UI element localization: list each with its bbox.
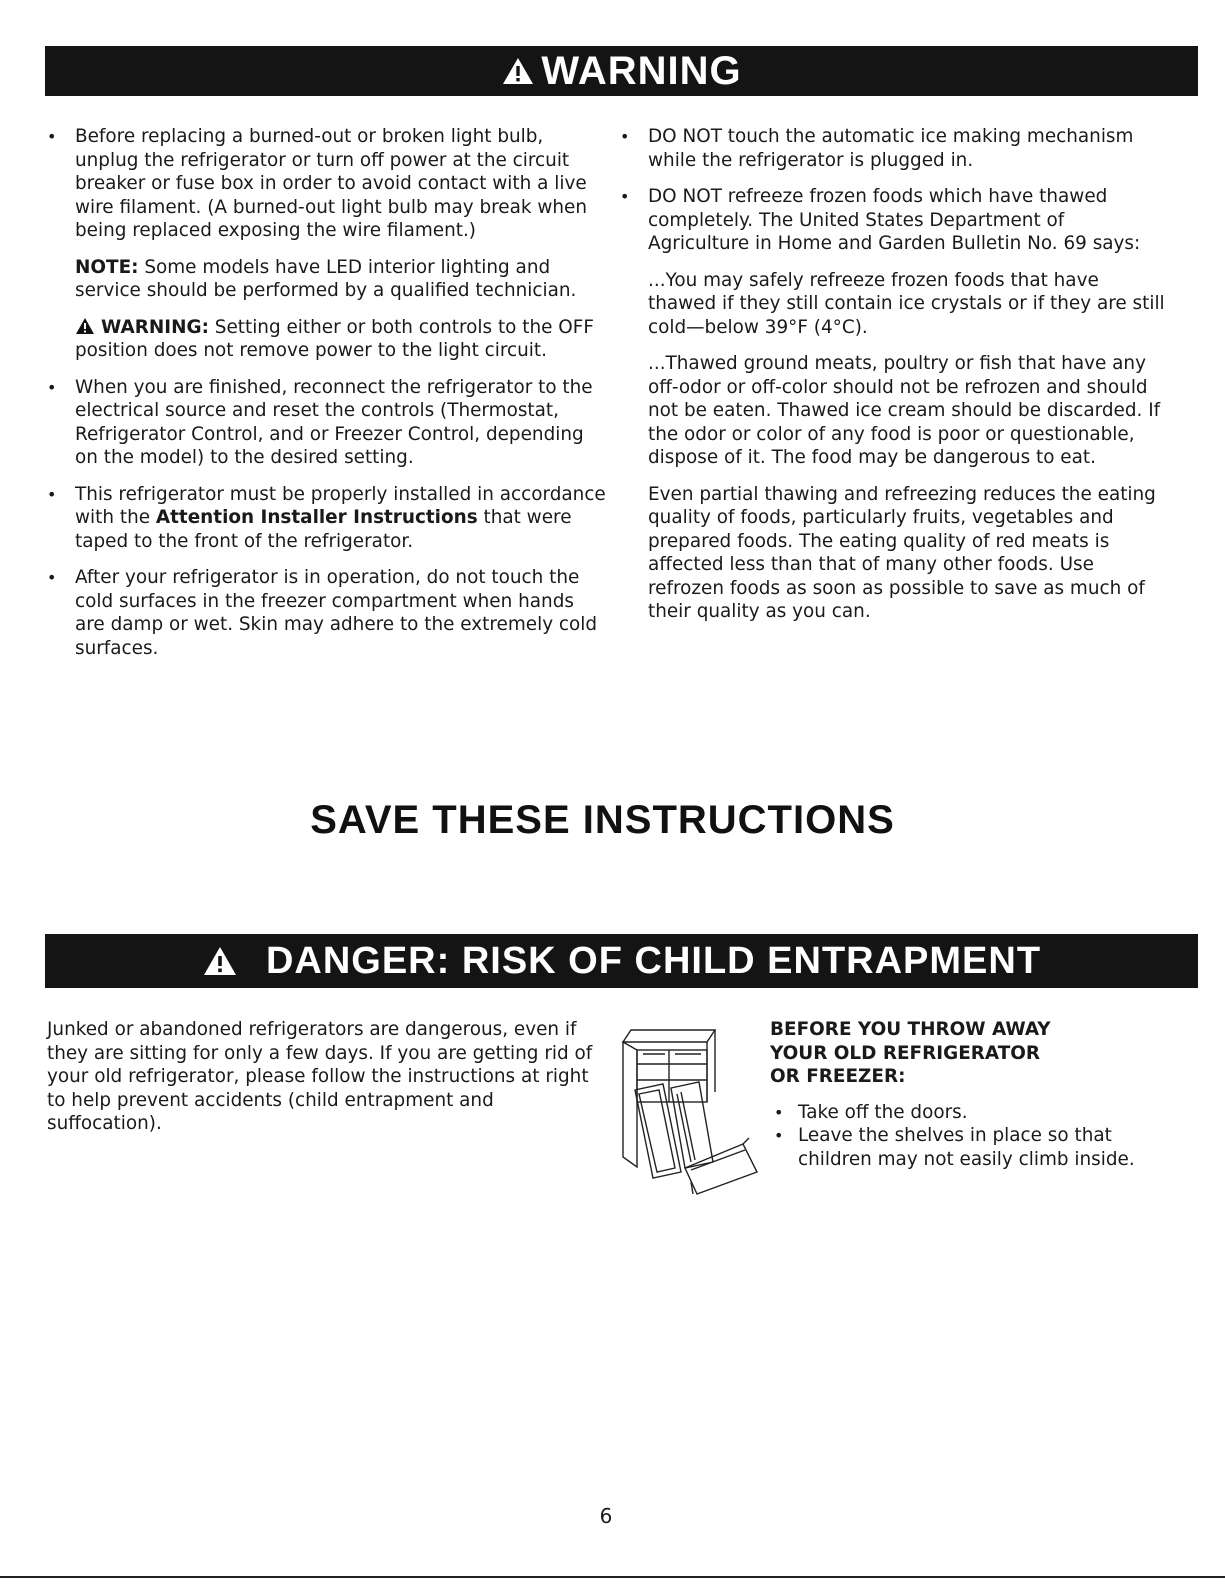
inline-warning-paragraph	[47, 316, 607, 363]
warning-banner	[45, 46, 1198, 96]
page-number: 6	[599, 1504, 613, 1528]
refrigerator-illustration	[617, 1022, 762, 1197]
danger-banner-title: DANGER: RISK OF CHILD ENTRAPMENT	[265, 939, 1042, 982]
danger-banner	[45, 934, 1198, 988]
note-text: Some models have LED interior lighting and service should be performed by a qualified technician.	[75, 256, 577, 301]
list-item-text: that were taped to the front of the refrigerator.	[75, 507, 572, 552]
disposal-heading-line: BEFORE YOU THROW AWAY	[770, 1019, 1051, 1040]
list-item-text: This refrigerator must be properly installed in accordance with the	[75, 483, 606, 528]
warning-left-column	[47, 125, 607, 673]
usda-quote-1: ...You may safely refreeze frozen foods that have thawed if they still contain ice crystals or if they are still cold—below 39°F (4°C).	[648, 269, 1165, 338]
disposal-instructions	[770, 1018, 1190, 1171]
list-item: • Take off the doors.	[770, 1101, 1190, 1125]
divider	[0, 1576, 1225, 1578]
disposal-heading-line: OR FREEZER:	[770, 1066, 906, 1087]
list-item: • DO NOT refreeze frozen foods which have thawed completely. The United States Department of Agriculture in Home and Garden Bulletin No. 69 says:	[620, 185, 1165, 256]
list-item: • When you are finished, reconnect the refrigerator to the electrical source and reset the controls (Thermostat, Refrigerator Control, and or Freezer Control, depending on the model) to the desired setting.	[47, 376, 607, 470]
list-item: • Before replacing a burned-out or broken light bulb, unplug the refrigerator or turn off power at the circuit breaker or fuse box in order to avoid contact with a live wire filament. (A burned-out light bulb may break when being replaced exposing the wire filament.)	[47, 125, 607, 243]
warning-triangle-icon	[75, 317, 95, 335]
note-label: NOTE:	[75, 256, 139, 278]
refreeze-paragraph: Even partial thawing and refreezing reduces the eating quality of foods, particularly fruits, vegetables and prepared foods. The eating quality of red meats is affected less than that of many other foods. Use refrozen foods as soon as possible to save as much of their quality as you can.	[648, 483, 1156, 622]
disposal-heading	[770, 1018, 1190, 1089]
warning-right-column	[620, 125, 1165, 637]
list-item	[47, 483, 607, 554]
warning-triangle-icon	[501, 56, 535, 86]
warning-banner-title: WARNING	[541, 48, 742, 93]
usda-quote-2: ...Thawed ground meats, poultry or fish that have any off-odor or off-color should not be refrozen and should not be eaten. Thawed ice cream should be discarded. If the odor or color of any food is poor or questionable, dispose of it. The food may be dangerous to eat.	[648, 353, 1161, 468]
inline-warning-label: WARNING:	[101, 316, 209, 338]
inline-warning-text: Setting either or both controls to the OFF position does not remove power to the light circuit.	[75, 316, 594, 361]
list-item: • After your refrigerator is in operation, do not touch the cold surfaces in the freezer compartment when hands are damp or wet. Skin may adhere to the extremely cold surfaces.	[47, 566, 607, 660]
installer-instructions-ref: Attention Installer Instructions	[155, 507, 478, 528]
note-paragraph	[47, 256, 607, 303]
list-item: • Leave the shelves in place so that children may not easily climb inside.	[770, 1124, 1190, 1171]
entrapment-intro: Junked or abandoned refrigerators are dangerous, even if they are sitting for only a few days. If you are getting rid of your old refrigerator, please follow the instructions at right to help prevent accidents (child entrapment and suffocation).	[47, 1019, 593, 1134]
warning-triangle-icon	[202, 945, 238, 977]
list-item: • DO NOT touch the automatic ice making mechanism while the refrigerator is plugged in.	[620, 125, 1165, 172]
save-instructions-heading: SAVE THESE INSTRUCTIONS	[310, 798, 895, 842]
disposal-heading-line: YOUR OLD REFRIGERATOR	[770, 1042, 1041, 1064]
